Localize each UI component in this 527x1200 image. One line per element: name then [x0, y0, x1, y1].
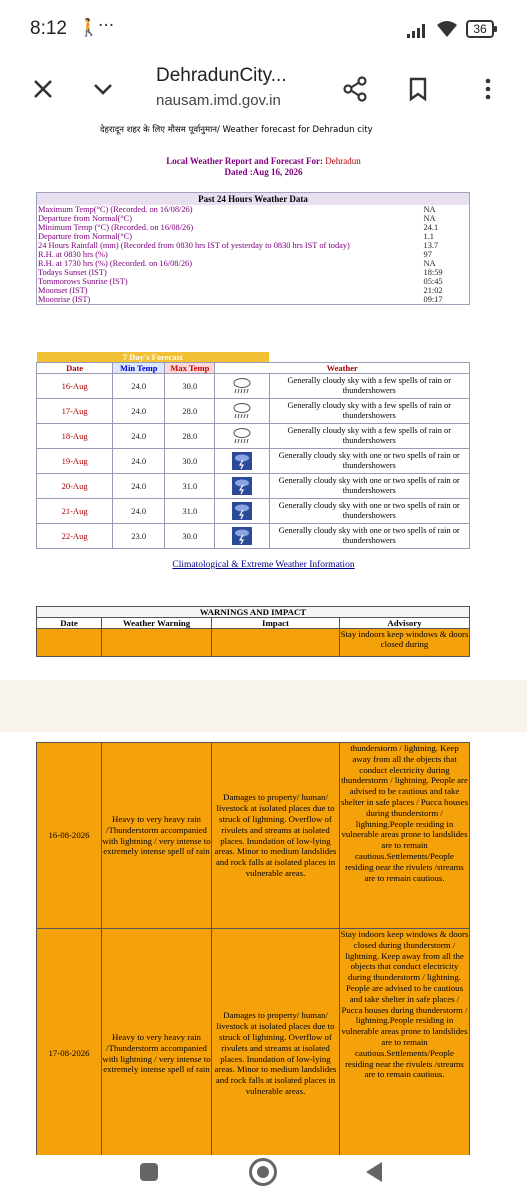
report-date: Dated :Aug 16, 2026	[224, 167, 303, 177]
thunderstorm-icon	[215, 499, 269, 524]
forecast-weather: Generally cloudy sky with one or two spells of rain or thundershowers	[269, 524, 469, 549]
past-label: Departure from Normal(°C)	[38, 232, 133, 241]
past-label: 24 Hours Rainfall (mm) (Recorded from 0830 hrs IST of yesterday to 0830 hrs IST of today)	[38, 241, 350, 250]
past-row	[37, 214, 470, 223]
forecast-min-temp: 24.0	[113, 449, 165, 474]
forecast-row	[37, 499, 470, 524]
past-table-title: Past 24 Hours Weather Data	[37, 193, 470, 206]
forecast-max-temp: 28.0	[165, 399, 215, 424]
rain-cloud-icon	[215, 399, 269, 424]
bookmark-icon[interactable]	[403, 74, 433, 104]
past-label: Tommorows Sunrise (IST)	[38, 277, 128, 286]
impact: Damages to property/ human/ livestock at isolated places due to struck of lightning. Overflow of rivulets and streams at isolated places. Inundation of low-lying areas. Minor to medium landslides and rock falls at isolated places in vulnerable areas.	[212, 743, 340, 929]
forecast-max-temp: 30.0	[165, 524, 215, 549]
forecast-max-temp: 31.0	[165, 499, 215, 524]
warning-row	[37, 929, 470, 1179]
forecast-date: 21-Aug	[37, 499, 113, 524]
page-title[interactable]: DehradunCity...	[156, 65, 287, 86]
chevron-down-icon[interactable]	[88, 74, 118, 104]
past-row	[37, 259, 470, 268]
forecast-max-temp: 31.0	[165, 474, 215, 499]
back-button[interactable]	[366, 1162, 382, 1182]
forecast-max-temp: 28.0	[165, 424, 215, 449]
forecast-row	[37, 399, 470, 424]
forecast-max-temp: 30.0	[165, 449, 215, 474]
past-label: Moonset (IST)	[38, 286, 88, 295]
past-row	[37, 268, 470, 277]
forecast-row	[37, 524, 470, 549]
forecast-weather: Generally cloudy sky with a few spells of rain or thundershowers	[269, 399, 469, 424]
forecast-min-temp: 23.0	[113, 524, 165, 549]
home-button[interactable]	[249, 1158, 277, 1186]
warnings-title: WARNINGS AND IMPACT	[37, 607, 470, 618]
forecast-date: 20-Aug	[37, 474, 113, 499]
past-label: R.H. at 1730 hrs (%) (Recorded. on 16/08/26)	[38, 259, 192, 268]
forecast-row	[37, 474, 470, 499]
status-time: 8:12	[30, 18, 67, 39]
past-value: 21:02	[423, 286, 443, 295]
forecast-weather: Generally cloudy sky with one or two spells of rain or thundershowers	[269, 474, 469, 499]
past-value: NA	[423, 205, 436, 214]
warning-date: 17-08-2026	[37, 929, 102, 1179]
past-label: Departure from Normal(°C)	[38, 214, 133, 223]
signal-strength-icon	[407, 24, 429, 38]
past-value: 97	[423, 250, 432, 259]
hindi-title: देहरादून शहर के लिए मौसम पूर्वानुमान/ Weather forecast for Dehradun city	[100, 125, 373, 135]
forecast-date: 16-Aug	[37, 374, 113, 399]
screenshot-separator	[0, 680, 527, 732]
more-notifications-icon: ···	[98, 16, 115, 36]
past-label: Minimum Temp (°C) (Recorded. on 16/08/26)	[38, 223, 194, 232]
status-bar	[0, 0, 527, 62]
forecast-min-temp: 24.0	[113, 474, 165, 499]
past-value: 13.7	[423, 241, 439, 250]
past-row	[37, 277, 470, 286]
climatological-link[interactable]: Climatological & Extreme Weather Information	[172, 560, 355, 570]
col-weather: Weather	[215, 363, 470, 374]
forecast-max-temp: 30.0	[165, 374, 215, 399]
report-header	[0, 156, 527, 166]
past-label: R.H. at 0830 hrs (%)	[38, 250, 108, 259]
battery-icon	[466, 20, 494, 38]
thunderstorm-icon	[215, 474, 269, 499]
forecast-table	[36, 352, 470, 549]
past-label: Maximum Temp(°C) (Recorded. on 16/08/26)	[38, 205, 193, 214]
thunderstorm-icon	[215, 449, 269, 474]
battery-level: 36	[473, 22, 487, 36]
walking-person-icon: 🚶	[78, 18, 100, 38]
navigation-bar	[0, 1155, 527, 1200]
advisory: thunderstorm / lightning. Keep away from all the objects that conduct electricity during thunderstorm / lightning. People are advised to be cautious and take shelter in safe places / Pucca houses during thunderstorm / lightning.People residing in vulnerable areas prone to landslides are to remain cautious.Settlements/People residing near the rivulets /streams are to remain cautious.	[340, 743, 470, 929]
past-row	[37, 232, 470, 241]
forecast-date: 22-Aug	[37, 524, 113, 549]
forecast-weather: Generally cloudy sky with one or two spells of rain or thundershowers	[269, 449, 469, 474]
forecast-min-temp: 24.0	[113, 374, 165, 399]
past-value: 05:45	[423, 277, 443, 286]
forecast-date: 18-Aug	[37, 424, 113, 449]
warning-row	[37, 743, 470, 929]
thunderstorm-icon	[215, 524, 269, 549]
rain-cloud-icon	[215, 424, 269, 449]
weather-warning: Heavy to very heavy rain /Thunderstorm accompanied with lightning / very intense to extremely intense spell of rain	[102, 929, 212, 1179]
wifi-icon	[436, 19, 458, 39]
more-options-icon[interactable]	[478, 74, 498, 104]
col-weather-warning: Weather Warning	[102, 618, 212, 629]
col-advisory: Advisory	[340, 618, 470, 629]
col-min-temp: Min Temp	[113, 363, 165, 374]
col-impact: Impact	[212, 618, 340, 629]
warnings-detail-table	[36, 742, 470, 1179]
past-value: 18:59	[423, 268, 443, 277]
past-row	[37, 223, 470, 232]
past-value: NA	[423, 214, 436, 223]
advisory: Stay indoors keep windows & doors closed during thunderstorm / lightning. Keep away from all the objects that conduct electricity during thunderstorm / lightning. People are advised to be cautious and take shelter in safe places / Pucca houses during thunderstorm / lightning.People residing in vulnerable areas prone to landslides are to remain cautious.Settlements/People residing near the rivulets /streams are to remain cautious.	[340, 929, 470, 1179]
past-value: 1.1	[423, 232, 434, 241]
forecast-min-temp: 24.0	[113, 499, 165, 524]
close-icon[interactable]	[28, 74, 58, 104]
forecast-row	[37, 449, 470, 474]
page-url[interactable]: nausam.imd.gov.in	[156, 92, 281, 109]
web-page	[0, 120, 527, 680]
warning-date: 16-08-2026	[37, 743, 102, 929]
report-city: Dehradun	[325, 156, 361, 166]
weather-warning: Heavy to very heavy rain /Thunderstorm accompanied with lightning / very intense to extremely intense spell of rain	[102, 743, 212, 929]
browser-toolbar	[0, 62, 527, 120]
forecast-min-temp: 24.0	[113, 424, 165, 449]
recent-apps-button[interactable]	[140, 1163, 158, 1181]
past-value: NA	[423, 259, 436, 268]
report-label: Local Weather Report and Forecast For:	[166, 156, 323, 166]
forecast-weather: Generally cloudy sky with a few spells of rain or thundershowers	[269, 424, 469, 449]
past-row	[37, 241, 470, 250]
warnings-table	[36, 606, 470, 657]
forecast-date: 19-Aug	[37, 449, 113, 474]
advisory-text: Stay indoors keep windows & doors closed during	[340, 629, 470, 657]
impact: Damages to property/ human/ livestock at isolated places due to struck of lightning. Overflow of rivulets and streams at isolated places. Inundation of low-lying areas. Minor to medium landslides and rock falls at isolated places in vulnerable areas.	[212, 929, 340, 1179]
past-row	[37, 286, 470, 295]
past-label: Moonrise (IST)	[38, 295, 91, 304]
forecast-row	[37, 374, 470, 399]
past-row	[37, 205, 470, 214]
forecast-weather: Generally cloudy sky with a few spells of rain or thundershowers	[269, 374, 469, 399]
rain-cloud-icon	[215, 374, 269, 399]
col-warn-date: Date	[37, 618, 102, 629]
past-value: 24.1	[423, 223, 439, 232]
past-row	[37, 295, 470, 305]
share-icon[interactable]	[340, 74, 370, 104]
forecast-row	[37, 424, 470, 449]
forecast-min-temp: 24.0	[113, 399, 165, 424]
past-row	[37, 250, 470, 259]
col-date: Date	[37, 363, 113, 374]
col-max-temp: Max Temp	[165, 363, 215, 374]
past-24h-table	[36, 192, 470, 305]
past-label: Todays Sunset (IST)	[38, 268, 107, 277]
past-value: 09:17	[423, 295, 443, 304]
forecast-title: 7 Day's Forecast	[37, 352, 270, 363]
forecast-weather: Generally cloudy sky with one or two spells of rain or thundershowers	[269, 499, 469, 524]
forecast-date: 17-Aug	[37, 399, 113, 424]
